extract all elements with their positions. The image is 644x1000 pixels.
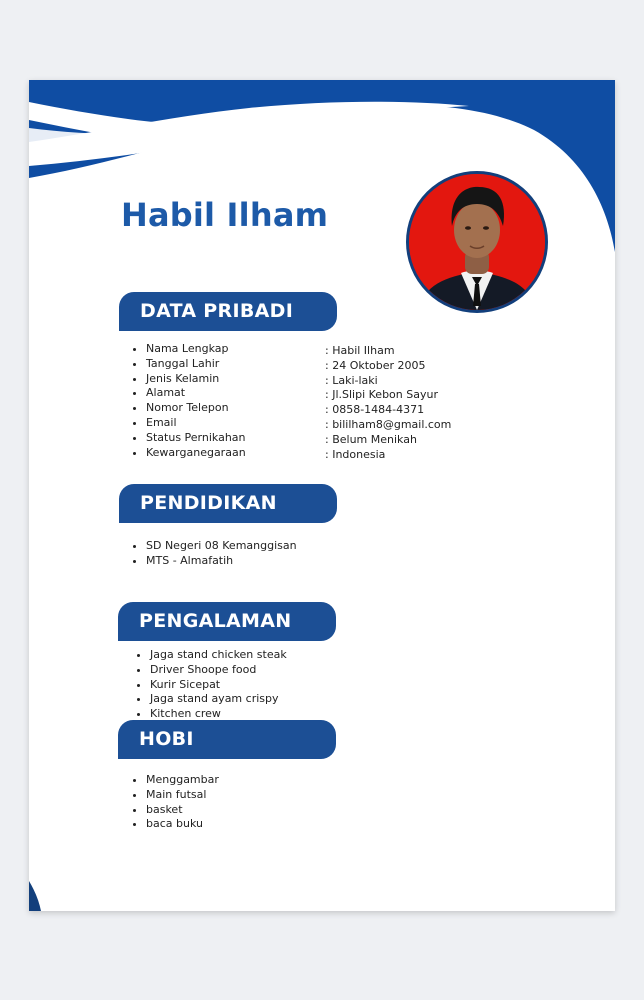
person-photo-icon [409,174,545,310]
personal-data-value: : 24 Oktober 2005 [325,358,426,372]
education-list [121,539,297,569]
personal-data-labels [121,342,246,460]
section-hobi-header: HOBI [118,720,336,759]
list-item: • Jaga stand chicken steak [150,648,287,663]
list-item: • Jaga stand ayam crispy [150,692,287,707]
personal-data-value: : bililham8@gmail.com [325,417,452,431]
list-item: • baca buku [146,817,219,832]
personal-data-value: : Belum Menikah [325,432,417,446]
section-pengalaman-header: PENGALAMAN [118,602,336,641]
list-item: • Kitchen crew [150,707,287,722]
list-item: • SD Negeri 08 Kemanggisan [146,539,297,554]
personal-data-label: • Tanggal Lahir [146,357,246,372]
personal-data-values [325,344,451,462]
personal-data-value: : Habil Ilham [325,344,395,357]
full-name-title: Habil Ilham [121,196,329,234]
list-item: • Menggambar [146,773,219,788]
experience-list [125,648,287,722]
personal-data-label: • Nama Lengkap [146,342,246,357]
list-item: • Kurir Sicepat [150,678,287,693]
list-item: • Main futsal [146,788,219,803]
profile-photo [406,171,548,313]
personal-data-value: : 0858-1484-4371 [325,403,425,417]
cv-page [29,80,615,911]
hobby-list [121,773,219,832]
personal-data-label: • Status Pernikahan [146,431,246,446]
corner-wave-decoration [29,881,49,911]
personal-data-label: • Jenis Kelamin [146,372,246,387]
personal-data-label: • Nomor Telepon [146,401,246,416]
list-item: • MTS - Almafatih [146,554,297,569]
section-data-pribadi-header: DATA PRIBADI [119,292,337,331]
list-item: • basket [146,803,219,818]
personal-data-value: : Laki-laki [325,373,378,387]
personal-data-value: : Jl.Slipi Kebon Sayur [325,388,438,402]
personal-data-label: • Kewarganegaraan [146,446,246,461]
personal-data-label: • Alamat [146,386,246,401]
list-item: • Driver Shoope food [150,663,287,678]
personal-data-label: • Email [146,416,246,431]
section-pendidikan-header: PENDIDIKAN [119,484,337,523]
personal-data-value: : Indonesia [325,447,386,461]
